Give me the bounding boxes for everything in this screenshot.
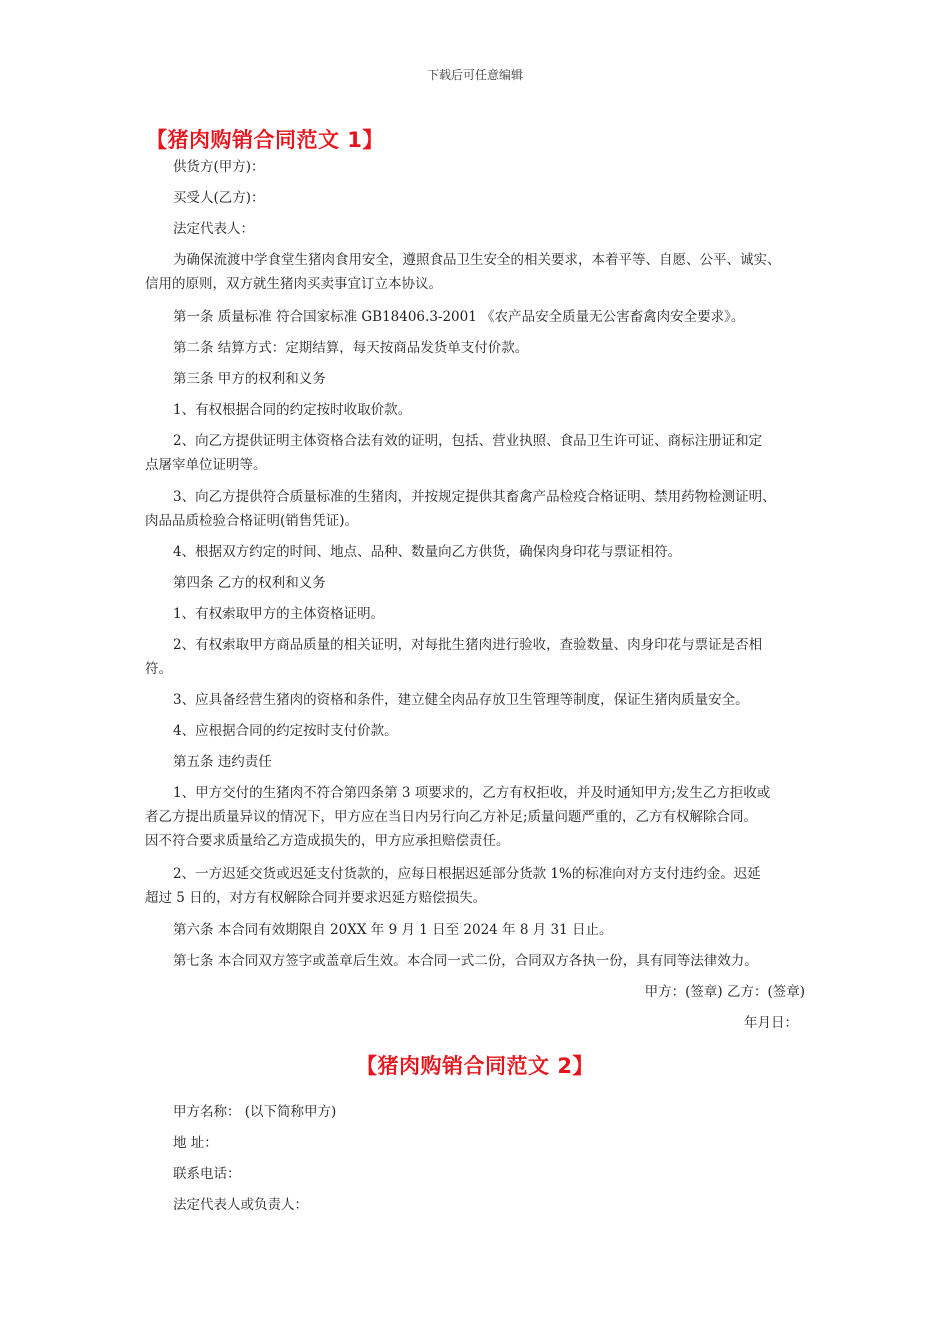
paragraph-line: 法定代表人： — [173, 221, 254, 237]
paragraph-line: 者乙方提出质量异议的情况下，甲方应在当日内另行向乙方补足;质量问题严重的，乙方有权解除合同。 — [145, 809, 758, 825]
paragraph-line: 1、有权根据合同的约定按时收取价款。 — [173, 402, 412, 418]
paragraph-line: 供货方(甲方)： — [173, 159, 265, 175]
paragraph-line: 第三条 甲方的权利和义务 — [173, 371, 326, 387]
paragraph-line: 3、向乙方提供符合质量标准的生猪肉，并按规定提供其畜禽产品检疫合格证明、禁用药物检测证明、 — [173, 489, 776, 505]
paragraph-line: 超过 5 日的，对方有权解除合同并要求迟延方赔偿损失。 — [145, 890, 487, 906]
paragraph-line: 2、有权索取甲方商品质量的相关证明，对每批生猪肉进行验收，查验数量、肉身印花与票证是否相 — [173, 637, 763, 653]
paragraph-line: 联系电话： — [173, 1166, 241, 1182]
paragraph-line: 法定代表人或负责人： — [173, 1197, 308, 1213]
paragraph-line: 1、有权索取甲方的主体资格证明。 — [173, 606, 385, 622]
paragraph-line: 买受人(乙方)： — [173, 190, 265, 206]
paragraph-line: 第五条 违约责任 — [173, 754, 272, 770]
paragraph-line: 第四条 乙方的权利和义务 — [173, 575, 326, 591]
section-1-title: 【猪肉购销合同范文 1】 — [146, 128, 384, 152]
paragraph-line: 1、甲方交付的生猪肉不符合第四条第 3 项要求的，乙方有权拒收，并及时通知甲方;发生乙方拒收或 — [173, 785, 771, 801]
paragraph-line: 2、向乙方提供证明主体资格合法有效的证明，包括、营业执照、食品卫生许可证、商标注册证和定 — [173, 433, 763, 449]
signature-line: 甲方：(签章) 乙方：(签章) — [644, 984, 805, 1000]
paragraph-line: 第一条 质量标准 符合国家标准 GB18406.3-2001 《农产品安全质量无公害畜禽肉安全要求》。 — [173, 309, 745, 325]
paragraph-line: 信用的原则，双方就生猪肉买卖事宜订立本协议。 — [145, 276, 442, 292]
paragraph-line: 第六条 本合同有效期限自 20XX 年 9 月 1 日至 2024 年 8 月 31 日止。 — [173, 922, 613, 938]
paragraph-line: 2、一方迟延交货或迟延支付货款的，应每日根据迟延部分货款 1%的标准向对方支付违约金。迟延 — [173, 866, 761, 882]
paragraph-line: 点屠宰单位证明等。 — [145, 457, 267, 473]
paragraph-line: 第二条 结算方式：定期结算，每天按商品发货单支付价款。 — [173, 340, 529, 356]
paragraph-line: 4、根据双方约定的时间、地点、品种、数量向乙方供货，确保肉身印花与票证相符。 — [173, 544, 682, 560]
paragraph-line: 为确保流渡中学食堂生猪肉食用安全，遵照食品卫生安全的相关要求，本着平等、自愿、公平、诚实、 — [173, 252, 781, 268]
paragraph-line: 第七条 本合同双方签字或盖章后生效。本合同一式二份，合同双方各执一份，具有同等法律效力。 — [173, 953, 758, 969]
paragraph-line: 肉品品质检验合格证明(销售凭证)。 — [145, 513, 359, 529]
paragraph-line: 地 址： — [173, 1135, 218, 1151]
paragraph-line: 4、应根据合同的约定按时支付价款。 — [173, 723, 398, 739]
paragraph-line: 3、应具备经营生猪肉的资格和条件，建立健全肉品存放卫生管理等制度，保证生猪肉质量安全。 — [173, 692, 749, 708]
paragraph-line: 符。 — [145, 661, 172, 677]
section-2-title: 【猪肉购销合同范文 2】 — [356, 1054, 594, 1078]
paragraph-line: 甲方名称： (以下简称甲方) — [173, 1104, 337, 1120]
page-header-note: 下载后可任意编辑 — [426, 68, 523, 82]
date-line: 年月日： — [744, 1015, 798, 1031]
paragraph-line: 因不符合要求质量给乙方造成损失的，甲方应承担赔偿责任。 — [145, 833, 510, 849]
